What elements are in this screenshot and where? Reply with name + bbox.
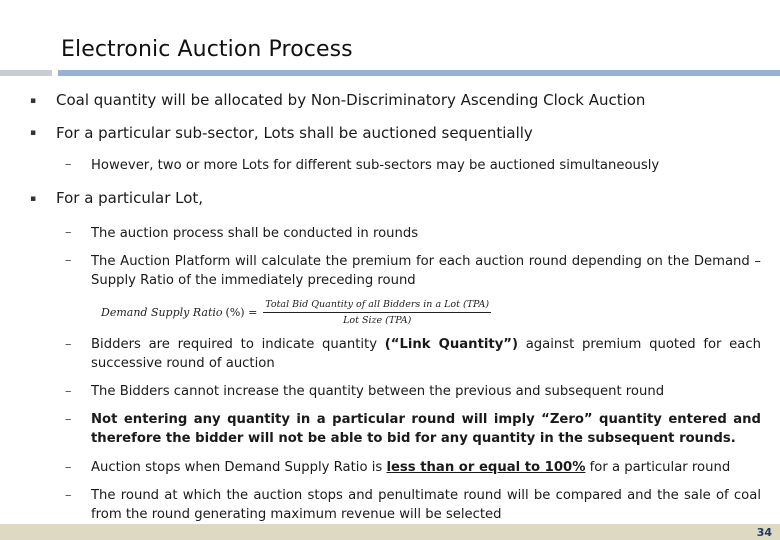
link-quantity-term: (“Link Quantity”): [384, 337, 518, 352]
page-number: 34: [756, 526, 772, 539]
formula-denominator: Lot Size (TPA): [343, 315, 412, 326]
stops-threshold: less than or equal to 100%: [386, 460, 586, 475]
stops-text-end: for a particular round: [585, 460, 731, 475]
formula-unit: (%) =: [225, 306, 258, 319]
bullet-marker: ▪: [30, 96, 37, 106]
sub-item-premium: The Auction Platform will calculate the premium for each auction round depending on the Demand – Supply Ratio of the immediately preceding round: [91, 254, 761, 288]
link-quantity-text: Bidders are required to indicate quantity: [91, 337, 385, 352]
bullet-allocation: Coal quantity will be allocated by Non-Discriminatory Ascending Clock Auction: [56, 91, 646, 109]
sub-item-penultimate: The round at which the auction stops and penultimate round will be compared and the sale of coal from the round generating maximum revenue will be selected: [91, 488, 761, 522]
slide-title: Electronic Auction Process: [61, 37, 353, 62]
formula-numerator: Total Bid Quantity of all Bidders in a Lot (TPA): [265, 299, 490, 310]
bullet-marker: ▪: [30, 194, 37, 204]
dash-marker: –: [65, 337, 72, 352]
dash-marker: –: [65, 488, 72, 503]
dash-marker: –: [65, 384, 72, 399]
footer-bar: [0, 524, 780, 540]
dash-marker: –: [65, 157, 72, 172]
dash-marker: –: [65, 253, 72, 268]
bullet-particular-lot: For a particular Lot,: [56, 189, 204, 207]
dash-marker: –: [65, 412, 72, 427]
sub-item-rounds: The auction process shall be conducted in rounds: [91, 226, 419, 241]
sub-item-link-quantity: [91, 335, 761, 373]
bullet-sequential-lots: For a particular sub-sector, Lots shall be auctioned sequentially: [56, 124, 533, 142]
link-quantity-text-end: against premium quoted for each successive round of auction: [91, 337, 761, 371]
dash-marker: –: [65, 225, 72, 240]
formula-lhs: Demand Supply Ratio: [101, 306, 223, 319]
fraction-bar: [263, 312, 491, 313]
sub-item-cannot-increase: The Bidders cannot increase the quantity between the previous and subsequent round: [91, 384, 665, 399]
sub-item-zero-quantity: Not entering any quantity in a particular round will imply “Zero” quantity entered and therefore the bidder will not be able to bid for any quantity in the subsequent rounds.: [91, 412, 761, 446]
dash-marker: –: [65, 460, 72, 475]
title-rule-right: [58, 70, 780, 76]
stops-text: Auction stops when Demand Supply Ratio is: [91, 460, 387, 475]
bullet-marker: ▪: [30, 128, 37, 138]
sub-item-auction-stops: [91, 458, 761, 477]
formula-fraction: [263, 299, 491, 326]
sub-item-simultaneous: However, two or more Lots for different sub-sectors may be auctioned simultaneously: [91, 158, 660, 173]
demand-supply-formula: [101, 299, 491, 326]
title-rule-left: [0, 70, 52, 76]
